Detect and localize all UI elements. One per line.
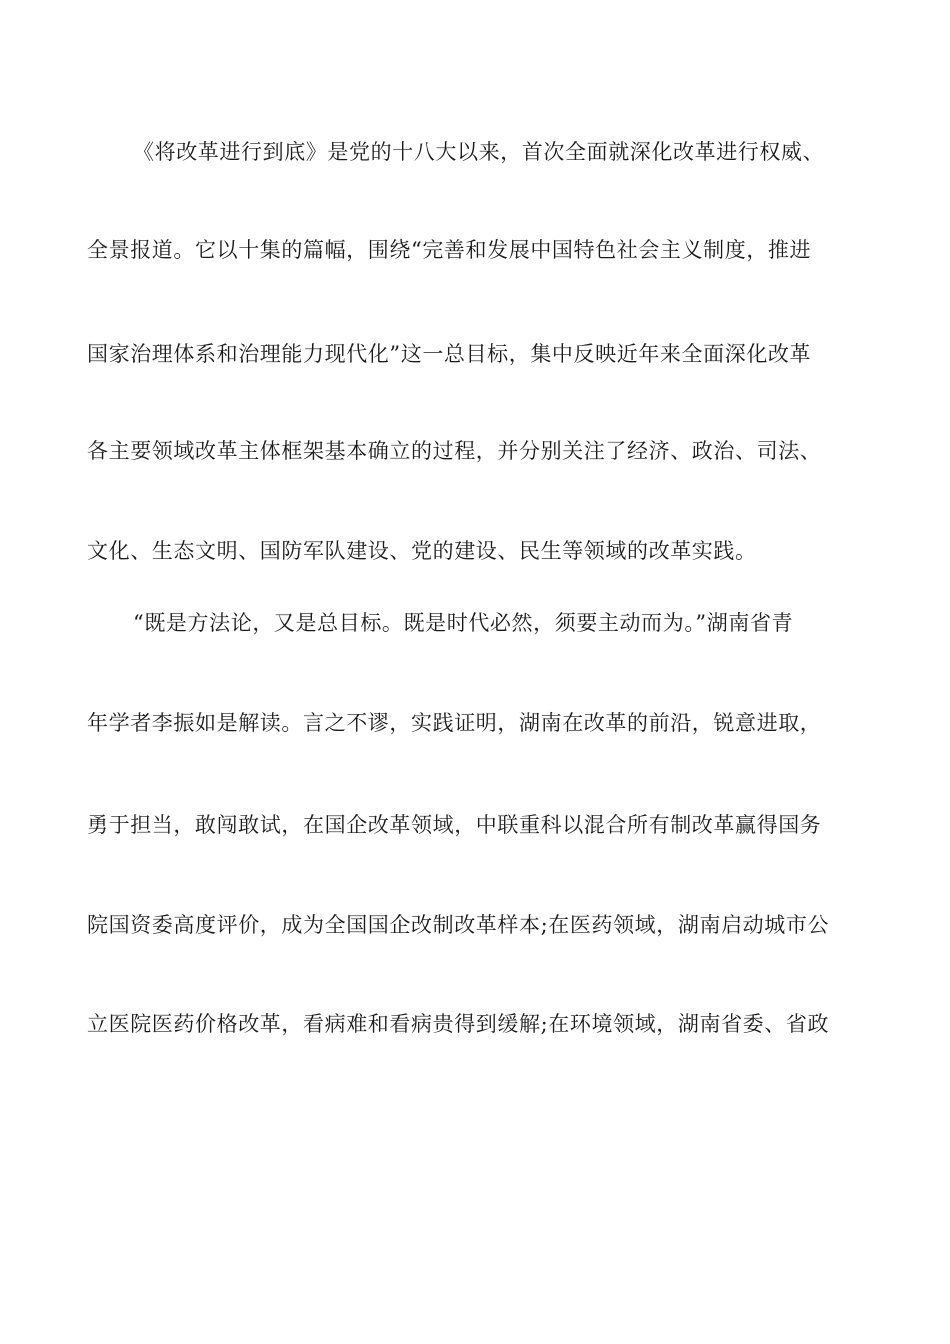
paragraph-2-line-2: 年学者李振如是解读。言之不谬，实践证明，湖南在改革的前沿，锐意进取， — [87, 711, 822, 735]
paragraph-2-line-1: “既是方法论，又是总目标。既是时代必然，须要主动而为。”湖南省青 — [133, 611, 794, 635]
paragraph-2-line-5: 立医院医药价格改革，看病难和看病贵得到缓解;在环境领域，湖南省委、省政 — [87, 1012, 830, 1036]
paragraph-2-line-3: 勇于担当，敢闯敢试，在国企改革领域，中联重科以混合所有制改革赢得国务 — [87, 813, 822, 837]
paragraph-1-line-1: 《将改革进行到底》是党的十八大以来，首次全面就深化改革进行权威、 — [133, 140, 825, 164]
paragraph-1-line-2: 全景报道。它以十集的篇幅，围绕“完善和发展中国特色社会主义制度，推进 — [87, 238, 812, 262]
paragraph-1-line-4: 各主要领域改革主体框架基本确立的过程，并分别关注了经济、政治、司法、 — [87, 439, 822, 463]
paragraph-1-line-5: 文化、生态文明、国防军队建设、党的建设、民生等领域的改革实践。 — [87, 539, 757, 563]
paragraph-2-line-4: 院国资委高度评价，成为全国国企改制改革样本;在医药领域，湖南启动城市公 — [87, 913, 830, 937]
paragraph-1-line-3: 国家治理体系和治理能力现代化”这一总目标，集中反映近年来全面深化改革 — [87, 342, 812, 366]
